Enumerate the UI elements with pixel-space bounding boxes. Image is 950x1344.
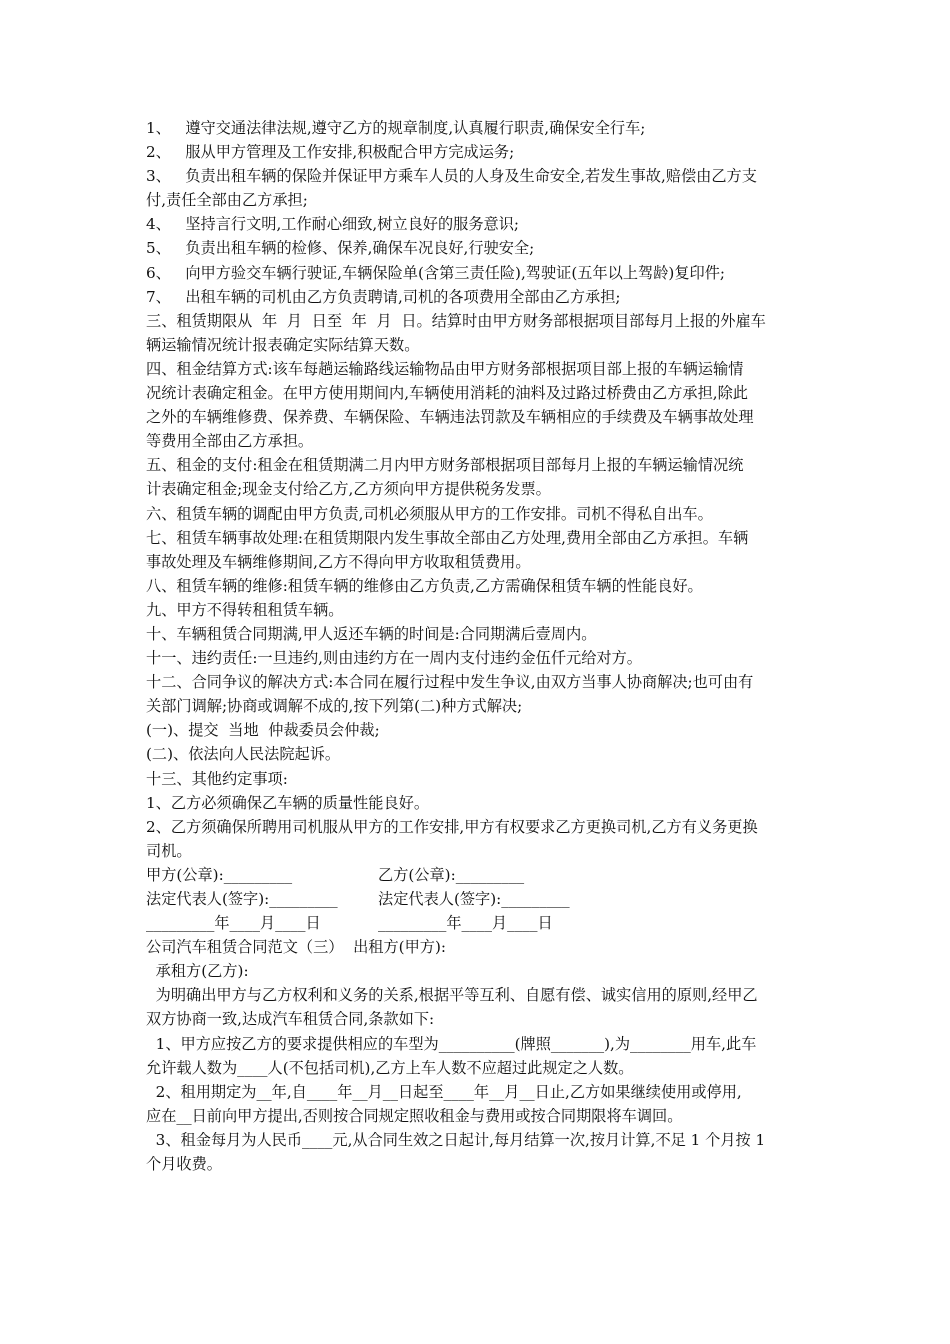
contract-clauses bbox=[146, 116, 810, 863]
text-line: 4、 坚持言行文明,工作耐心细致,树立良好的服务意识; bbox=[146, 215, 520, 234]
text-line: 况统计表确定租金。在甲方使用期间内,车辆使用消耗的油料及过路过桥费由乙方承担,除此 bbox=[146, 384, 748, 403]
text-line: 计表确定租金;现金支付给乙方,乙方须向甲方提供税务发票。 bbox=[146, 480, 551, 499]
party-a-signature-field: 法定代表人(签字):_________ bbox=[146, 890, 338, 908]
document-body bbox=[146, 116, 810, 1176]
text-line: 六、租赁车辆的调配由甲方负责,司机必须服从甲方的工作安排。司机不得私自出车。 bbox=[146, 504, 713, 523]
text-line: 2、租用期定为__年,自____年__月__日起至____年__月__日止,乙方如果继续使用或停用, bbox=[146, 1082, 742, 1101]
text-line: 3、 负责出租车辆的保险并保证甲方乘车人员的人身及生命安全,若发生事故,赔偿由乙方支 bbox=[146, 167, 757, 186]
text-line: 四、租金结算方式:该车每趟运输路线运输物品由甲方财务部根据项目部上报的车辆运输情 bbox=[146, 359, 744, 378]
text-line: 事故处理及车辆维修期间,乙方不得向甲方收取租赁费用。 bbox=[146, 552, 531, 571]
text-line: 八、租赁车辆的维修:租赁车辆的维修由乙方负责,乙方需确保租赁车辆的性能良好。 bbox=[146, 576, 703, 595]
text-line: 允许载人数为____人(不包括司机),乙方上车人数不应超过此规定之人数。 bbox=[146, 1058, 634, 1077]
text-line: 个月收费。 bbox=[146, 1155, 222, 1174]
text-line: 七、租赁车辆事故处理:在租赁期限内发生事故全部由乙方处理,费用全部由乙方承担。车辆 bbox=[146, 528, 749, 547]
text-line: 辆运输情况统计报表确定实际结算天数。 bbox=[146, 335, 420, 354]
text-line: 付,责任全部由乙方承担; bbox=[146, 191, 308, 210]
party-a-signature-field: _________年____月____日 bbox=[146, 914, 321, 933]
text-line: (一)、提交 当地 仲裁委员会仲裁; bbox=[146, 721, 380, 740]
signature-block bbox=[146, 863, 810, 935]
text-line: 十二、合同争议的解决方式:本合同在履行过程中发生争议,由双方当事人协商解决;也可由有 bbox=[146, 673, 754, 692]
text-line: 承租方(乙方): bbox=[146, 962, 249, 981]
party-a-signature-field: 甲方(公章):_________ bbox=[146, 865, 293, 884]
text-line: 1、甲方应按乙方的要求提供相应的车型为__________(牌照_______),为________用车,此车 bbox=[146, 1034, 757, 1053]
text-line: 1、 遵守交通法律法规,遵守乙方的规章制度,认真履行职责,确保安全行车; bbox=[146, 119, 646, 137]
party-b-signature-field: 乙方(公章):_________ bbox=[378, 865, 525, 884]
text-line: 应在__日前向甲方提出,否则按合同规定照收租金与费用或按合同期限将车调回。 bbox=[146, 1106, 683, 1125]
text-line: 三、租赁期限从 年 月 日至 年 月 日。结算时由甲方财务部根据项目部每月上报的外雇车 bbox=[146, 311, 766, 330]
text-line: 十三、其他约定事项: bbox=[146, 769, 288, 788]
signature-row bbox=[146, 863, 810, 887]
text-line: 五、租金的支付:租金在租赁期满二月内甲方财务部根据项目部每月上报的车辆运输情况统 bbox=[146, 456, 744, 475]
text-line: 之外的车辆维修费、保养费、车辆保险、车辆违法罚款及车辆相应的手续费及车辆事故处理 bbox=[146, 408, 754, 427]
text-line: (二)、依法向人民法院起诉。 bbox=[146, 745, 341, 764]
signature-row bbox=[146, 911, 810, 935]
text-line: 十、车辆租赁合同期满,甲人返还车辆的时间是:合同期满后壹周内。 bbox=[146, 624, 597, 643]
text-line: 等费用全部由乙方承担。 bbox=[146, 432, 314, 451]
text-line: 九、甲方不得转租租赁车辆。 bbox=[146, 600, 344, 619]
text-line: 2、乙方须确保所聘用司机服从甲方的工作安排,甲方有权要求乙方更换司机,乙方有义务更换 bbox=[146, 817, 758, 836]
text-line: 十一、违约责任:一旦违约,则由违约方在一周内支付违约金伍仟元给对方。 bbox=[146, 649, 642, 668]
text-line: 3、租金每月为人民币____元,从合同生效之日起计,每月结算一次,按月计算,不足 1 个月按 1 bbox=[146, 1130, 766, 1149]
party-b-signature-field: 法定代表人(签字):_________ bbox=[378, 890, 570, 908]
text-line: 关部门调解;协商或调解不成的,按下列第(二)种方式解决; bbox=[146, 697, 523, 716]
text-line: 7、 出租车辆的司机由乙方负责聘请,司机的各项费用全部由乙方承担; bbox=[146, 287, 621, 306]
text-line: 5、 负责出租车辆的检修、保养,确保车况良好,行驶安全; bbox=[146, 239, 535, 258]
party-b-signature-field: _________年____月____日 bbox=[378, 914, 553, 933]
text-line: 司机。 bbox=[146, 841, 192, 860]
signature-row bbox=[146, 887, 810, 911]
text-line: 双方协商一致,达成汽车租赁合同,条款如下: bbox=[146, 1010, 435, 1029]
contract-template-three bbox=[146, 935, 810, 1176]
text-line: 为明确出甲方与乙方权利和义务的关系,根据平等互利、自愿有偿、诚实信用的原则,经甲乙 bbox=[146, 986, 758, 1005]
text-line: 2、 服从甲方管理及工作安排,积极配合甲方完成运务; bbox=[146, 143, 515, 162]
text-line: 公司汽车租赁合同范文（三） 出租方(甲方): bbox=[146, 938, 446, 957]
text-line: 1、乙方必须确保乙车辆的质量性能良好。 bbox=[146, 793, 430, 812]
text-line: 6、 向甲方验交车辆行驶证,车辆保险单(含第三责任险),驾驶证(五年以上驾龄)复印件; bbox=[146, 263, 725, 282]
